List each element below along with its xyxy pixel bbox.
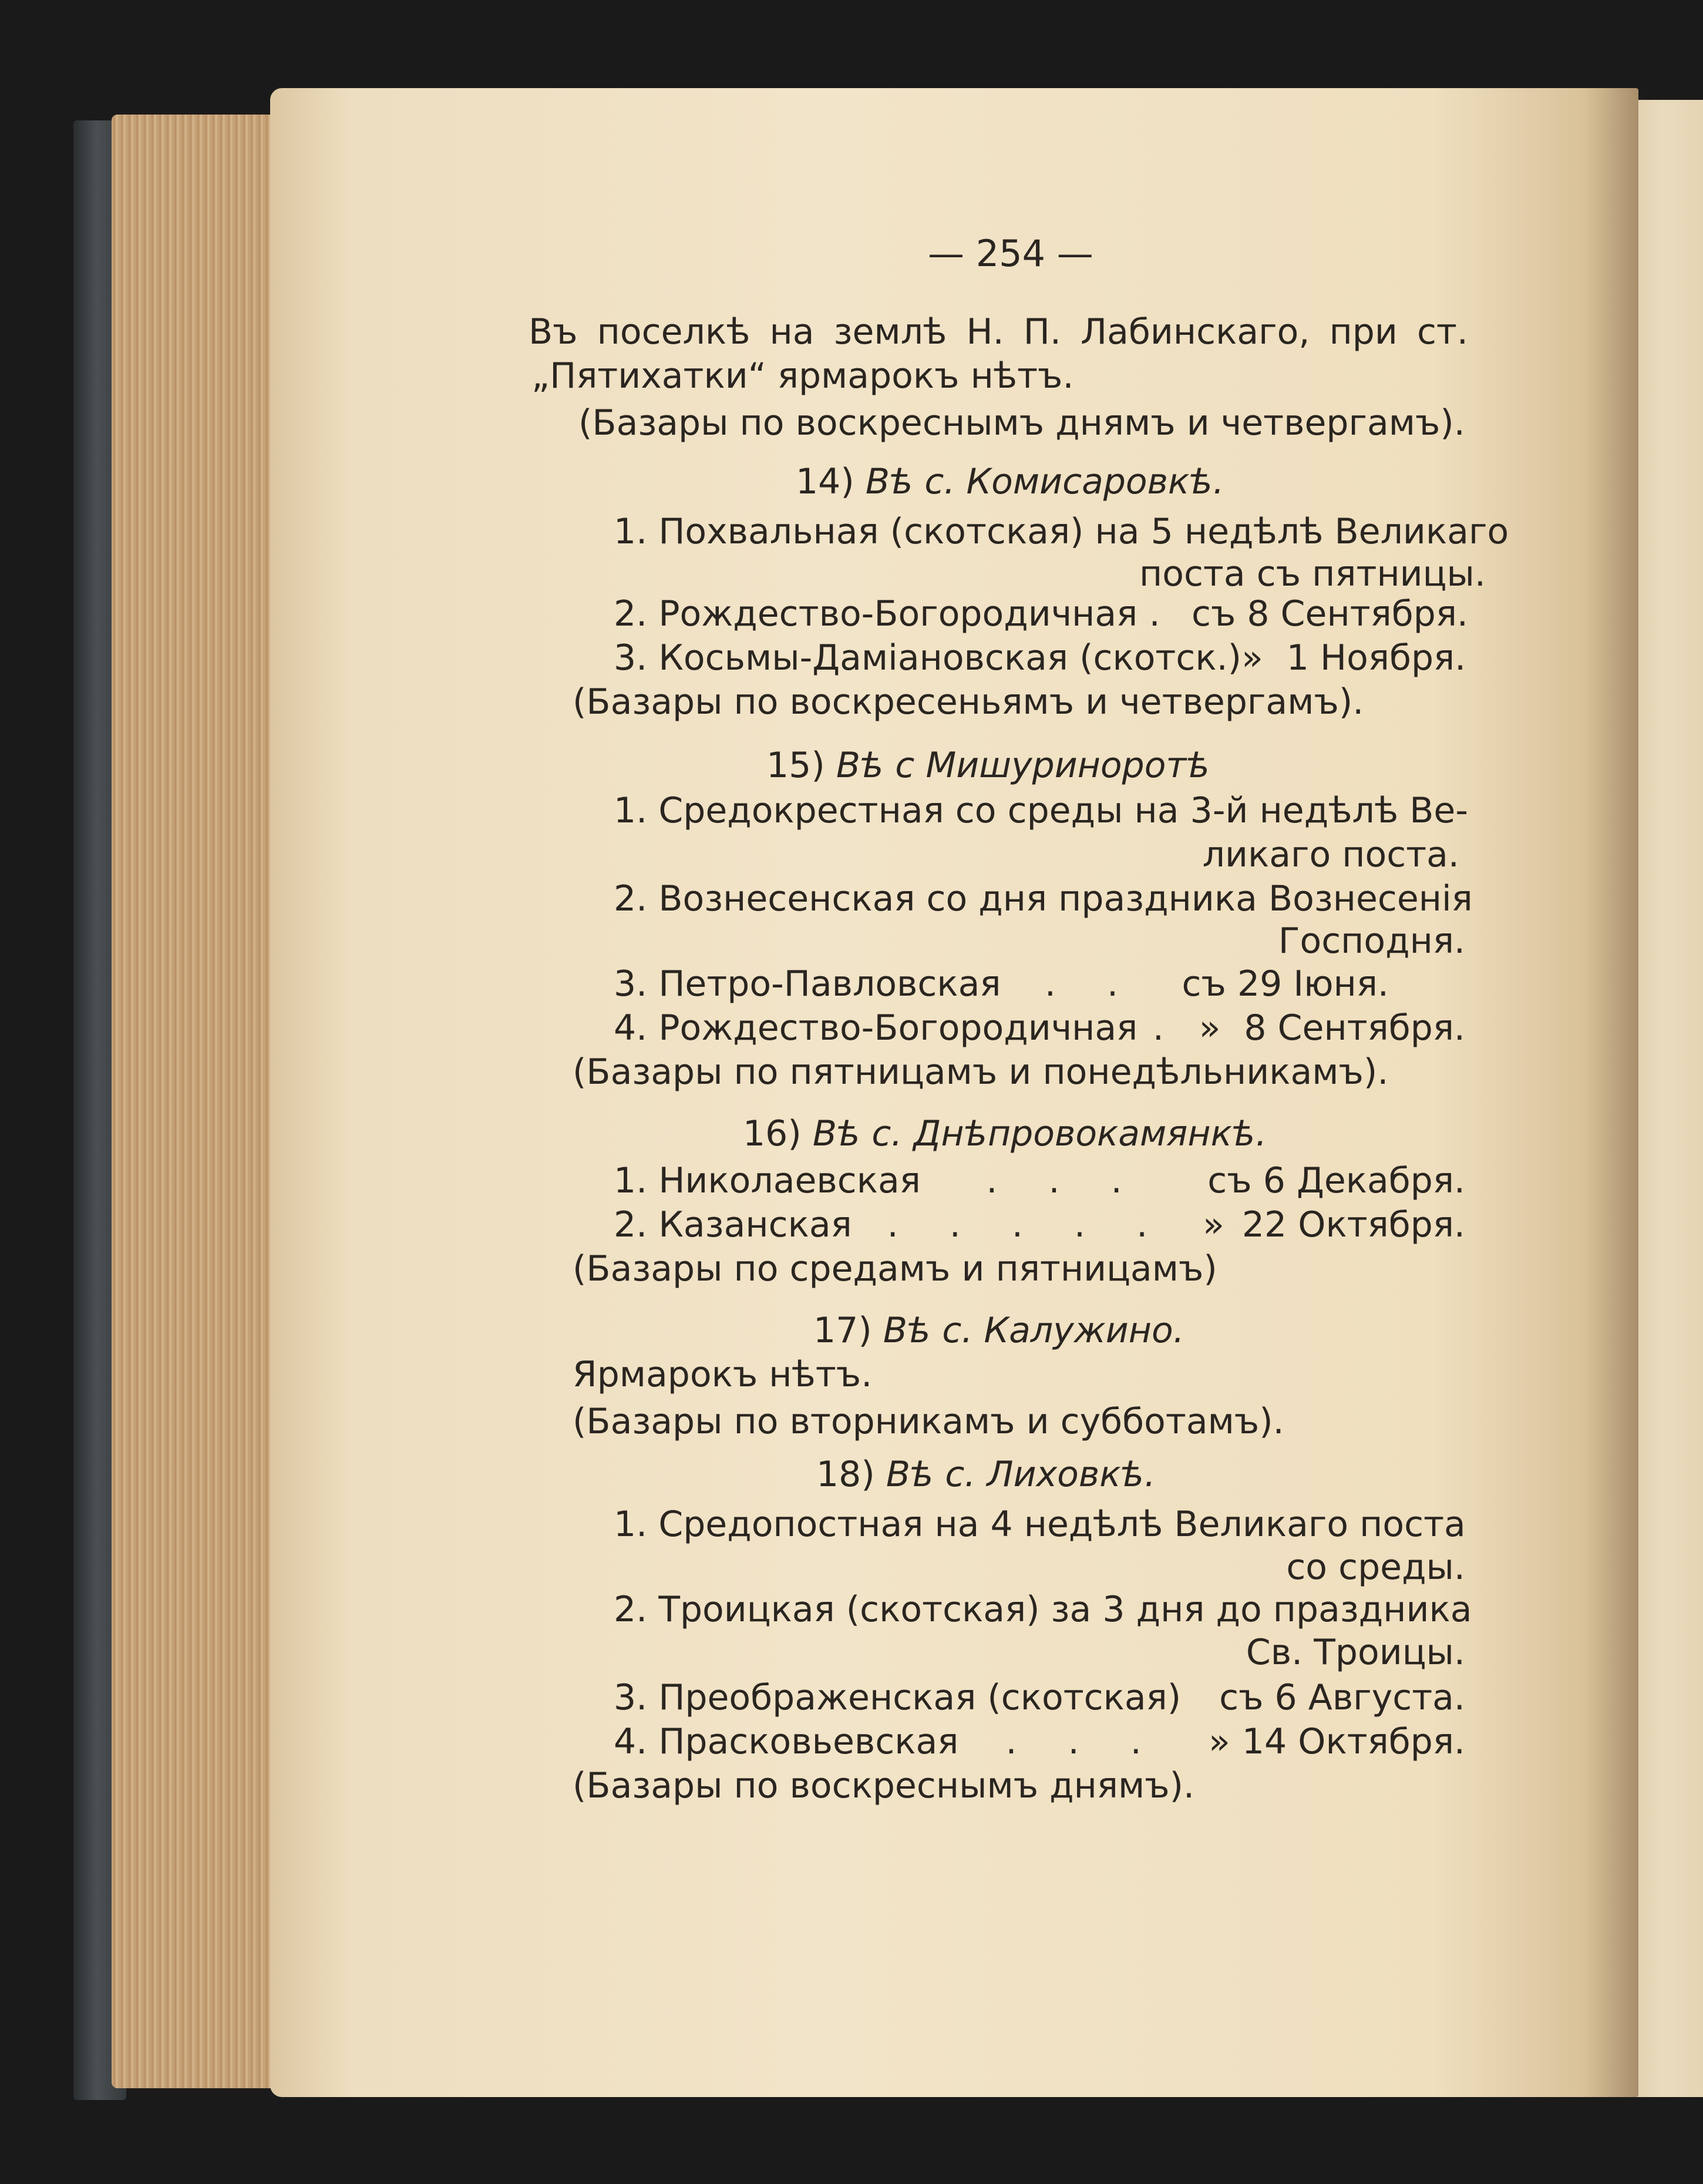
s15-item3-leader: . . (1044, 963, 1139, 1004)
s15-item3-name: 3. Петро-Павловская (614, 963, 1001, 1004)
s14-item1-line1: 1. Похвальная (скотская) на 5 недѣлѣ Великаго (614, 511, 1509, 552)
s18-item3-name: 3. Преображенская (скотская) (614, 1677, 1182, 1718)
page-edges (112, 115, 282, 2088)
s18-item4-date: 14 Октября. (1241, 1721, 1465, 1762)
s16-item1-name: 1. Николаевская (614, 1160, 921, 1201)
s18-item4-ditto-mark: » (1209, 1721, 1230, 1762)
section-15-heading (766, 745, 1703, 786)
s16-bazaars: (Базары по средамъ и пятницамъ) (573, 1248, 1217, 1289)
s15-item1-line1: 1. Средокрестная со среды на 3-й недѣлѣ Ве- (614, 790, 1468, 831)
s14-item2-date: съ 8 Сентября. (1191, 593, 1468, 634)
s14-item1-line2: поста съ пятницы. (1139, 553, 1486, 594)
s16-item2-leader: . . . . . (887, 1204, 1168, 1245)
s15-item3-date: съ 29 Іюня. (1182, 963, 1389, 1004)
section-17-heading (813, 1310, 1703, 1351)
s18-item1-line1: 1. Средопостная на 4 недѣлѣ Великаго поста (614, 1504, 1466, 1545)
section-14-number: 14) (796, 461, 854, 502)
s14-item2-name: 2. Рождество-Богородичная (614, 593, 1138, 634)
s14-item2-leader: . (1149, 593, 1180, 634)
s16-item2-date: 22 Октября. (1241, 1204, 1465, 1245)
section-15-title: Вѣ с Мишуриноротѣ (836, 745, 1210, 786)
s14-bazaars: (Базары по воскресеньямъ и четвергамъ). (573, 681, 1364, 723)
intro-line-1: Въ поселкѣ на землѣ Н. П. Лабинскаго, при ст. (529, 311, 1468, 352)
intro-bazaars: (Базары по воскреснымъ днямъ и четвергамъ). (578, 402, 1465, 443)
s14-item3-name: 3. Косьмы-Даміановская (скотск.) (614, 637, 1242, 678)
s18-item2-line1: 2. Троицкая (скотская) за 3 дня до праздника (614, 1589, 1472, 1630)
s18-item2-line2: Св. Троицы. (1246, 1632, 1465, 1673)
section-14-heading (796, 461, 1703, 502)
section-17-number: 17) (813, 1310, 872, 1351)
section-16-number: 16) (743, 1113, 802, 1154)
s18-item4-leader: . . . (1005, 1721, 1162, 1762)
section-14-title: Вѣ с. Комисаровкѣ. (865, 461, 1224, 502)
s15-item1-line2: ликаго поста. (1202, 834, 1459, 875)
section-18-number: 18) (816, 1454, 875, 1495)
section-15-number: 15) (766, 745, 825, 786)
s15-item4-name: 4. Рождество-Богородичная (614, 1007, 1138, 1049)
s15-item4-ditto-mark: » (1199, 1007, 1221, 1049)
s14-item3-date: 1 Ноября. (1286, 637, 1466, 678)
s15-item2-line2: Господня. (1278, 920, 1465, 962)
s15-item4-leader: . (1152, 1007, 1184, 1049)
section-17-title: Вѣ с. Калужино. (883, 1310, 1184, 1351)
intro-line-2: „Пятихатки“ ярмарокъ нѣтъ. (531, 355, 1074, 397)
s16-item2-ditto-mark: » (1203, 1204, 1224, 1245)
s16-item1-leader: . . . (986, 1160, 1142, 1201)
s14-item3-ditto-mark: » (1241, 637, 1263, 678)
section-18-heading (816, 1454, 1703, 1495)
s16-item2-name: 2. Казанская (614, 1204, 852, 1245)
s17-bazaars: (Базары по вторникамъ и субботамъ). (573, 1401, 1284, 1442)
s15-bazaars: (Базары по пятницамъ и понедѣльникамъ). (573, 1051, 1389, 1093)
s17-no-fairs: Ярмарокъ нѣтъ. (573, 1354, 873, 1395)
section-16-heading (743, 1113, 1682, 1154)
section-18-title: Вѣ с. Лиховкѣ. (886, 1454, 1156, 1495)
s15-item2-line1: 2. Вознесенская со дня праздника Вознесенія (614, 878, 1473, 919)
s16-item1-date: съ 6 Декабря. (1207, 1160, 1465, 1201)
s18-item4-name: 4. Прасковьевская (614, 1721, 959, 1762)
s18-item1-line2: со среды. (1286, 1547, 1465, 1588)
s15-item4-date: 8 Сентября. (1244, 1007, 1465, 1049)
s18-bazaars: (Базары по воскреснымъ днямъ). (573, 1765, 1195, 1806)
page-number: — 254 — (928, 232, 1093, 275)
s18-item3-date: съ 6 Августа. (1219, 1677, 1465, 1718)
section-16-title: Вѣ с. Днѣпровокамянкѣ. (812, 1113, 1267, 1154)
